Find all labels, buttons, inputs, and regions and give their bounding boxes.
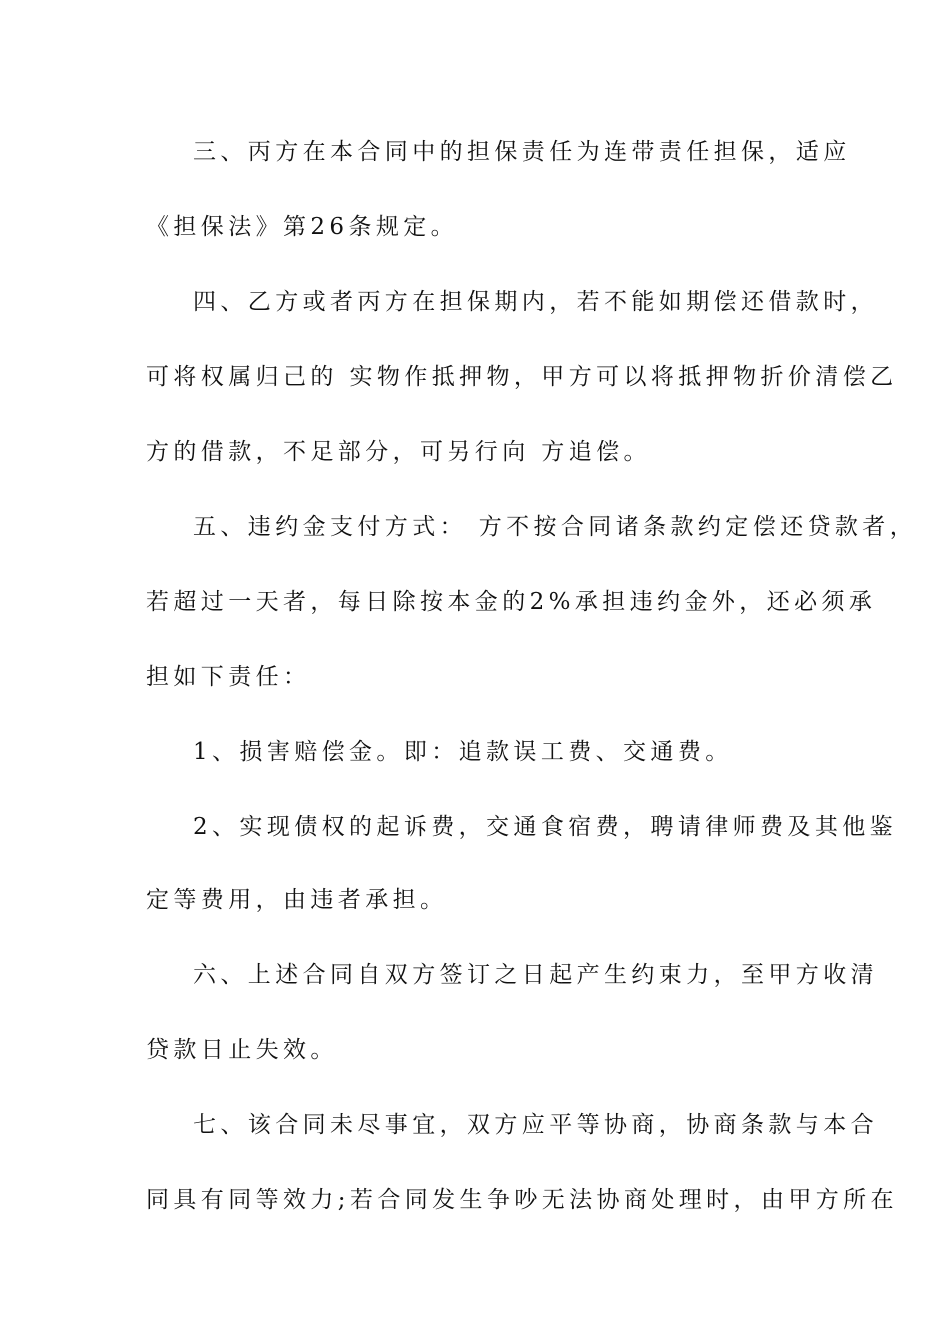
clause-5-item-1: 1、损害赔偿金。即：追款误工费、交通费。 [193,739,733,765]
clause-6-line-2: 贷款日止失效。 [146,1037,338,1063]
clause-5-item-2-line-2: 定等费用，由违者承担。 [146,887,448,913]
clause-3-line-2: 《担保法》第26条规定。 [146,214,459,240]
clause-5-line-3: 担如下责任： [146,664,311,690]
clause-4-line-3: 方的借款，不足部分，可另行向 方追偿。 [146,439,651,465]
clause-6-line-1: 六、上述合同自双方签订之日起产生约束力，至甲方收清 [193,962,878,988]
clause-5-line-2: 若超过一天者，每日除按本金的2%承担违约金外，还必须承 [146,589,877,615]
clause-3-line-1: 三、丙方在本合同中的担保责任为连带责任担保，适应 [193,139,851,165]
clause-4-line-1: 四、乙方或者丙方在担保期内，若不能如期偿还借款时， [193,289,878,315]
clause-5-item-2-line-1: 2、实现债权的起诉费，交通食宿费，聘请律师费及其他鉴 [193,814,898,840]
clause-7-line-1: 七、该合同未尽事宜，双方应平等协商，协商条款与本合 [193,1112,878,1138]
clause-5-line-1: 五、违约金支付方式： 方不按合同诸条款约定偿还贷款者， [193,514,918,540]
clause-4-line-2: 可将权属归己的 实物作抵押物，甲方可以将抵押物折价清偿乙 [146,364,898,390]
clause-7-line-2: 同具有同等效力;若合同发生争吵无法协商处理时，由甲方所在 [146,1187,898,1213]
